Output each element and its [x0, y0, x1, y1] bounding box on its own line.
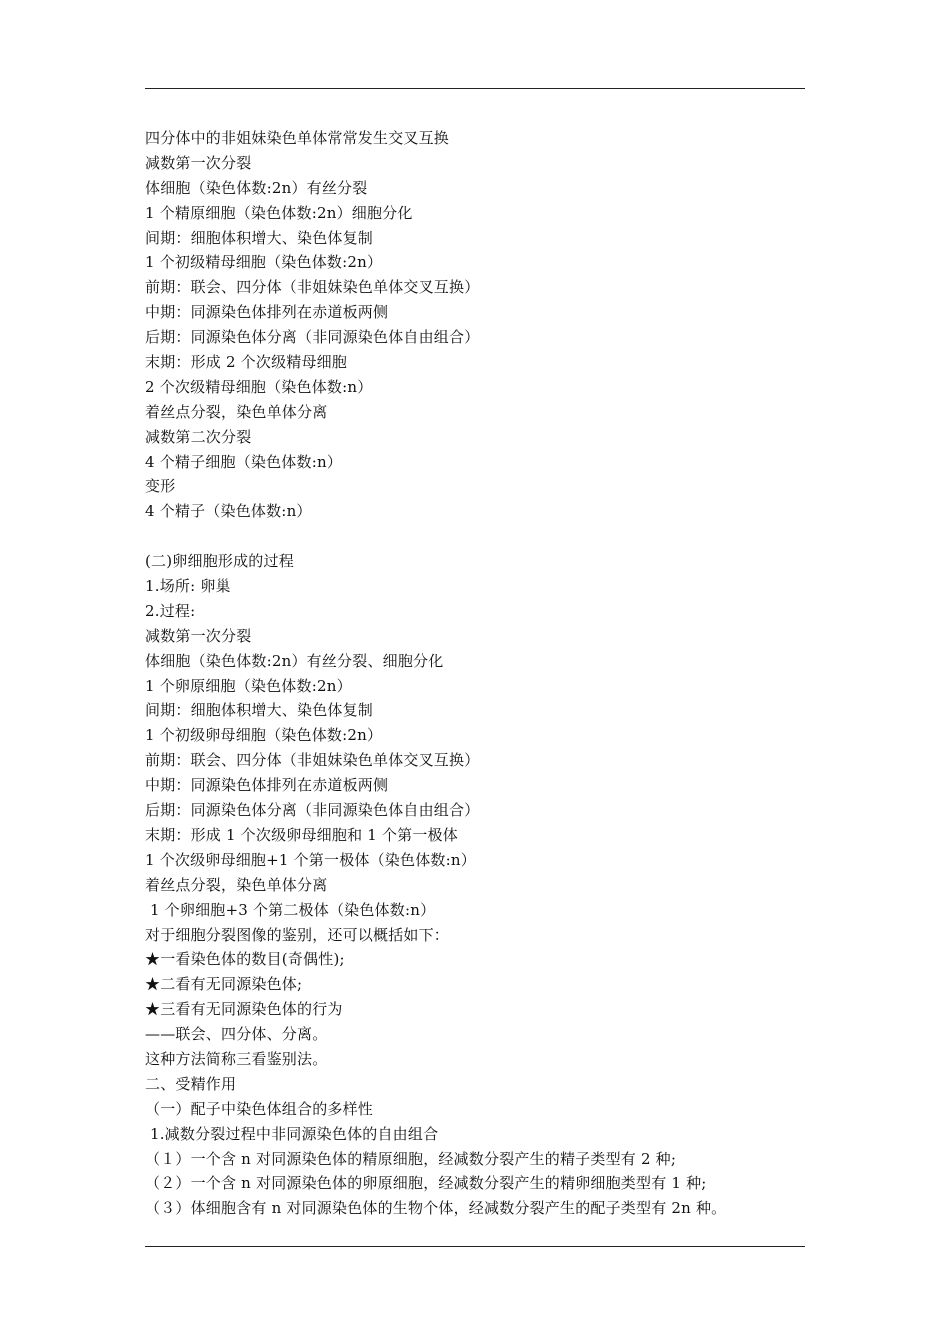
text-line: 间期：细胞体积增大、染色体复制 [145, 701, 374, 720]
text-line: 后期：同源染色体分离（非同源染色体自由组合） [145, 328, 480, 347]
text-line: 4 个精子细胞（染色体数:n） [145, 452, 343, 471]
text-line: 1 个精原细胞（染色体数:2n）细胞分化 [145, 203, 413, 222]
text-line: （３）体细胞含有 n 对同源染色体的生物个体，经减数分裂产生的配子类型有 2n 种。 [145, 1199, 727, 1218]
text-line: 1 个初级卵母细胞（染色体数:2n） [145, 726, 383, 745]
text-line: 四分体中的非姐妹染色单体常常发生交叉互换 [145, 129, 450, 147]
text-line: 2.过程: [145, 601, 196, 620]
star-bullet-line: ★三看有无同源染色体的行为 [145, 1000, 343, 1019]
blank-line [145, 524, 805, 549]
text-line: 末期：形成 1 个次级卵母细胞和 1 个第一极体 [145, 825, 458, 844]
text-line: 1.减数分裂过程中非同源染色体的自由组合 [145, 1124, 439, 1143]
text-line: 对于细胞分裂图像的鉴别，还可以概括如下： [145, 925, 450, 944]
text-line: 后期：同源染色体分离（非同源染色体自由组合） [145, 801, 480, 820]
header-rule [145, 88, 805, 89]
text-line: 减数第二次分裂 [145, 427, 252, 446]
text-line: 体细胞（染色体数:2n）有丝分裂 [145, 178, 368, 197]
star-bullet-line: ★二看有无同源染色体; [145, 975, 303, 994]
footer-rule [145, 1246, 805, 1247]
text-line: 减数第一次分裂 [145, 626, 252, 645]
text-line: 着丝点分裂，染色单体分离 [145, 402, 328, 421]
text-line: ——联会、四分体、分离。 [145, 1025, 328, 1044]
text-line: 4 个精子（染色体数:n） [145, 502, 312, 521]
text-line: 1.场所: 卵巢 [145, 577, 231, 596]
text-line: （１）一个含 n 对同源染色体的精原细胞，经减数分裂产生的精子类型有 2 种; [145, 1149, 677, 1168]
text-line: 着丝点分裂，染色单体分离 [145, 875, 328, 894]
text-line: 1 个初级精母细胞（染色体数:2n） [145, 253, 383, 272]
document-body [145, 126, 805, 1221]
text-line: 末期：形成 2 个次级精母细胞 [145, 353, 348, 372]
text-line: 1 个卵细胞+3 个第二极体（染色体数:n） [145, 900, 436, 919]
text-line: 变形 [145, 477, 176, 496]
text-line: （２）一个含 n 对同源染色体的卵原细胞，经减数分裂产生的精卵细胞类型有 1 种; [145, 1174, 707, 1193]
text-line: 1 个次级卵母细胞+1 个第一极体（染色体数:n） [145, 850, 476, 869]
text-line: 1 个卵原细胞（染色体数:2n） [145, 676, 352, 695]
text-line: 前期：联会、四分体（非姐妹染色单体交叉互换） [145, 751, 480, 770]
star-bullet-line: ★一看染色体的数目(奇偶性); [145, 950, 345, 969]
text-line: 2 个次级精母细胞（染色体数:n） [145, 377, 373, 396]
text-line: 这种方法简称三看鉴别法。 [145, 1049, 328, 1068]
text-line: 中期：同源染色体排列在赤道板两侧 [145, 776, 389, 795]
text-line: 间期：细胞体积增大、染色体复制 [145, 228, 374, 247]
subsection-heading: （一）配子中染色体组合的多样性 [145, 1099, 374, 1118]
section-heading: 二、受精作用 [145, 1074, 237, 1093]
text-line: 体细胞（染色体数:2n）有丝分裂、细胞分化 [145, 651, 444, 670]
text-line: 前期：联会、四分体（非姐妹染色单体交叉互换） [145, 278, 480, 297]
text-line: 中期：同源染色体排列在赤道板两侧 [145, 303, 389, 322]
text-line: 减数第一次分裂 [145, 153, 252, 172]
section-heading: (二)卵细胞形成的过程 [145, 552, 294, 571]
